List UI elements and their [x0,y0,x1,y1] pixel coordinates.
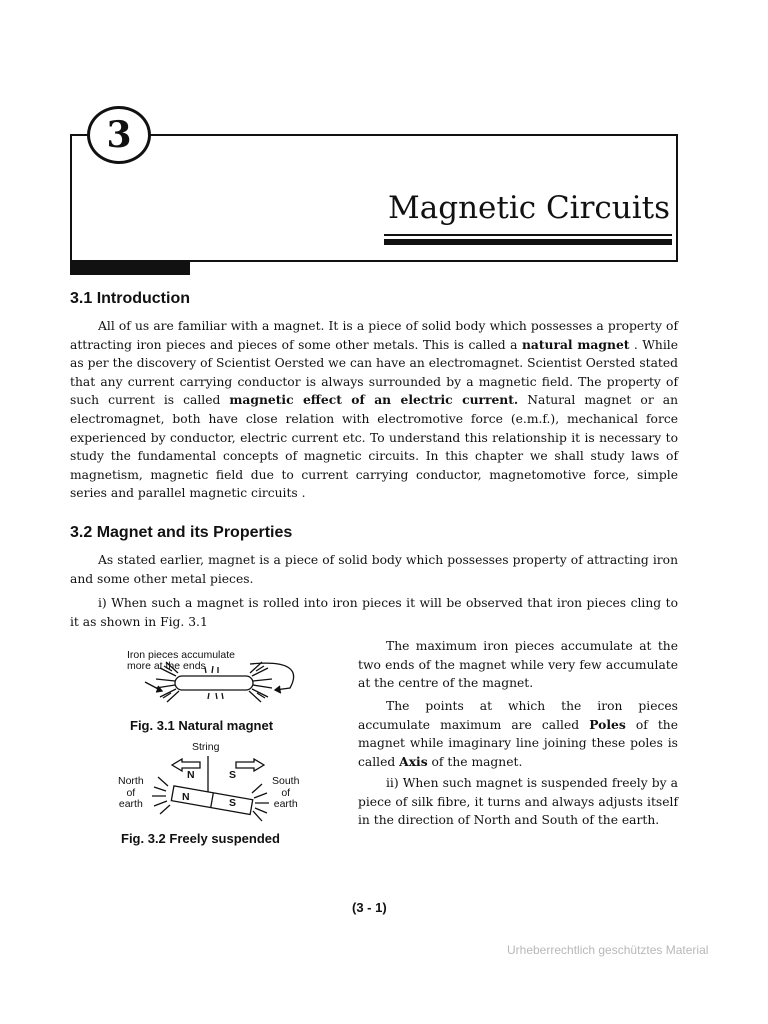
poles-text-c: of the magnet while imaginary line joining these poles is called [358,717,678,769]
poles-paragraph [358,697,678,771]
intro-term-natural-magnet: natural magnet [521,336,630,352]
fig2-south-line1: South [272,775,300,787]
poles-term: Poles [589,716,626,732]
max-iron-paragraph: The maximum iron pieces accumulate at the two ends of the magnet while very few accumulate at the centre of the magnet. [358,639,678,691]
fig2-n-label: N [187,769,195,781]
fig2-south-label [272,776,299,811]
axis-term: Axis [399,753,428,769]
poles-text-a: The points at which the iron pieces accumulate maximum are called [358,699,678,732]
fig2-suspended-magnet-drawing [152,756,269,821]
title-rule-thick [384,239,672,245]
property-ii-paragraph: ii) When such magnet is suspended freely by a piece of silk fibre, it turns and always adjusts itself in the direction of North and South of the earth. [358,776,678,828]
page-number: (3 - 1) [352,900,387,915]
fig2-magnet-n: N [182,791,190,803]
property-i-cont: cling to it as shown in Fig. 3.1 [70,596,678,629]
fig2-north-label [118,776,144,811]
copyright-watermark: Urheberrechtlich geschütztes Material [507,943,709,957]
title-rule-thin [384,234,672,236]
fig1-label-line1: Iron pieces accumulate [127,649,235,661]
poles-text-e: of the magnet. [427,754,523,769]
intro-text-c: . While as per the discovery of Scientist Oersted we can have an electromagnet. Scientist Oersted stated that any current carrying conductor is always surrounded by a magnetic field. The property of such current is called [70,337,678,408]
magnet-paragraph: As stated earlier, magnet is a piece of solid body which possesses property of attracting iron and some other metal pieces. [70,553,678,586]
chapter-number: 3 [106,114,132,156]
chapter-accent-bar [70,262,190,275]
chapter-number-circle [87,106,151,164]
property-i-lead: i) When such a magnet is rolled into iron pieces it will be observed that iron pieces [98,596,627,610]
fig2-north-line3: earth [118,798,143,810]
intro-term-magnetic-effect: magnetic effect of an electric current. [229,392,519,408]
fig2-magnet-s: S [229,797,237,809]
fig2-north-line2: of [126,786,136,799]
fig2-north-line1: North [118,775,144,787]
intro-text-a: All of us are familiar with a magnet. It is a piece of solid body which possesses a property of attracting iron pieces and pieces of some other metals. This is called a [70,319,678,352]
fig2-caption: Fig. 3.2 Freely suspended [121,831,280,846]
fig2-s-label: S [229,769,237,781]
section-heading-magnet-properties: 3.2 Magnet and its Properties [70,524,293,541]
fig1-label-line2: more at the ends [127,660,206,672]
property-i-paragraph [70,594,678,631]
chapter-title: Magnetic Circuits [388,190,671,226]
fig2-south-line2: of [281,786,291,799]
fig2-south-line3: earth [273,798,298,810]
fig1-caption: Fig. 3.1 Natural magnet [130,718,274,733]
intro-text-e: Natural magnet or an electromagnet, both have close relation with electromotive force (e.m.f.), mechanical force experienced by conductor, electric current etc. To understand this relationship it is necessary to study the fundamental concepts of magnetic circuits. In this chapter we shall study laws of magnetism, magnetic field due to current carrying conductor, magnetomotive force, simple series and parallel magnetic circuits . [70,393,678,501]
fig2-string-label: String [192,741,220,753]
intro-paragraph [70,317,678,503]
section-heading-introduction: 3.1 Introduction [70,290,190,307]
